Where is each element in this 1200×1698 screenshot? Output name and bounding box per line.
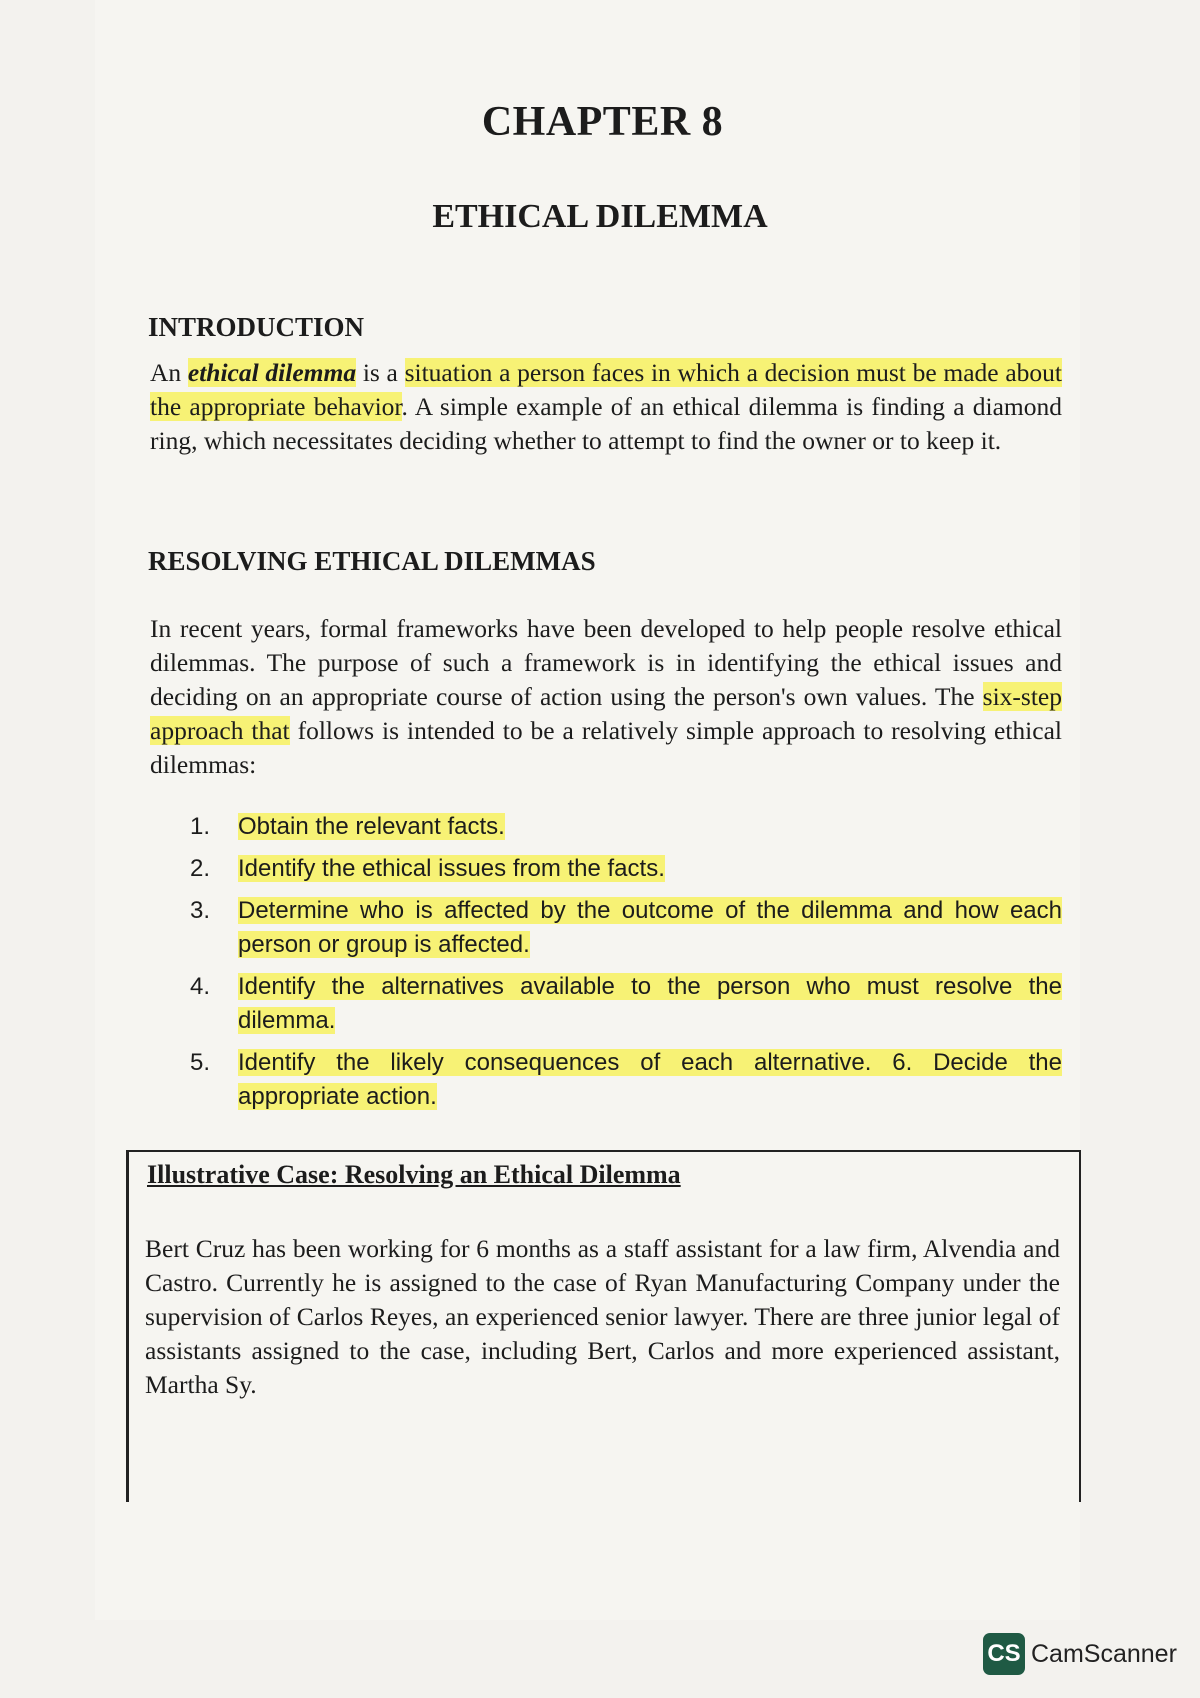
- step-number: 5.: [190, 1049, 211, 1076]
- case-body: Bert Cruz has been working for 6 months as a staff assistant for a law firm, Alvendia and Castro. Currently he is assigned to the case of Ryan Manufacturing Company under the supervision of Carlos Reyes, an experienced senior lawyer. There are three junior legal of assistants assigned to the case, including Bert, Carlos and more experienced assistant, Martha Sy.: [145, 1234, 1060, 1399]
- step-number: 3.: [190, 897, 211, 924]
- resolving-paragraph: In recent years, formal frameworks have been developed to help people resolve ethical dilemmas. The purpose of such a framework is in identifying the ethical issues and deciding on an appropriate course of action using the person's own values. The six-step approach that follows is intended to be a relatively simple approach to resolving ethical dilemmas:: [150, 614, 1062, 779]
- step-text: Identify the ethical issues from the facts.: [238, 855, 665, 882]
- step-text: Determine who is affected by the outcome of the dilemma and how each person or group is affected.: [238, 897, 1062, 958]
- definition-highlight: situation a person faces in which a decision must be made about the appropriate behavior: [150, 358, 1062, 421]
- six-step-highlight: six-step approach that: [150, 682, 1062, 745]
- ethical-dilemma-term: ethical dilemma: [187, 358, 357, 387]
- introduction-heading: INTRODUCTION: [148, 312, 365, 342]
- introduction-paragraph: An ethical dilemma is a situation a person faces in which a decision must be made about the appropriate behavior. A simple example of an ethical dilemma is finding a diamond ring, which necessitates deciding whether to attempt to find the owner or to keep it.: [150, 358, 1062, 455]
- list-item: [190, 852, 1062, 886]
- list-item: [190, 810, 1062, 844]
- step-text: Obtain the relevant facts.: [238, 813, 505, 840]
- chapter-title: ETHICAL DILEMMA: [432, 198, 768, 235]
- step-number: 1.: [190, 813, 211, 840]
- camscanner-watermark: [983, 1633, 1177, 1675]
- list-item: [190, 970, 1062, 1038]
- step-text: Identify the alternatives available to the person who must resolve the dilemma.: [238, 973, 1062, 1034]
- step-number: 4.: [190, 973, 211, 1000]
- chapter-label: CHAPTER 8: [481, 99, 724, 145]
- illustrative-case-box: [126, 1150, 1081, 1502]
- list-item: [190, 894, 1062, 962]
- case-title: Illustrative Case: Resolving an Ethical Dilemma: [147, 1160, 681, 1189]
- list-item: [190, 1046, 1062, 1114]
- camscanner-icon: CS: [983, 1633, 1025, 1675]
- camscanner-label: CamScanner: [1031, 1639, 1177, 1668]
- step-number: 2.: [190, 855, 211, 882]
- resolving-heading: RESOLVING ETHICAL DILEMMAS: [148, 546, 596, 576]
- steps-list: [190, 810, 1062, 1122]
- step-text: Identify the likely consequences of each alternative. 6. Decide the appropriate action.: [238, 1049, 1062, 1110]
